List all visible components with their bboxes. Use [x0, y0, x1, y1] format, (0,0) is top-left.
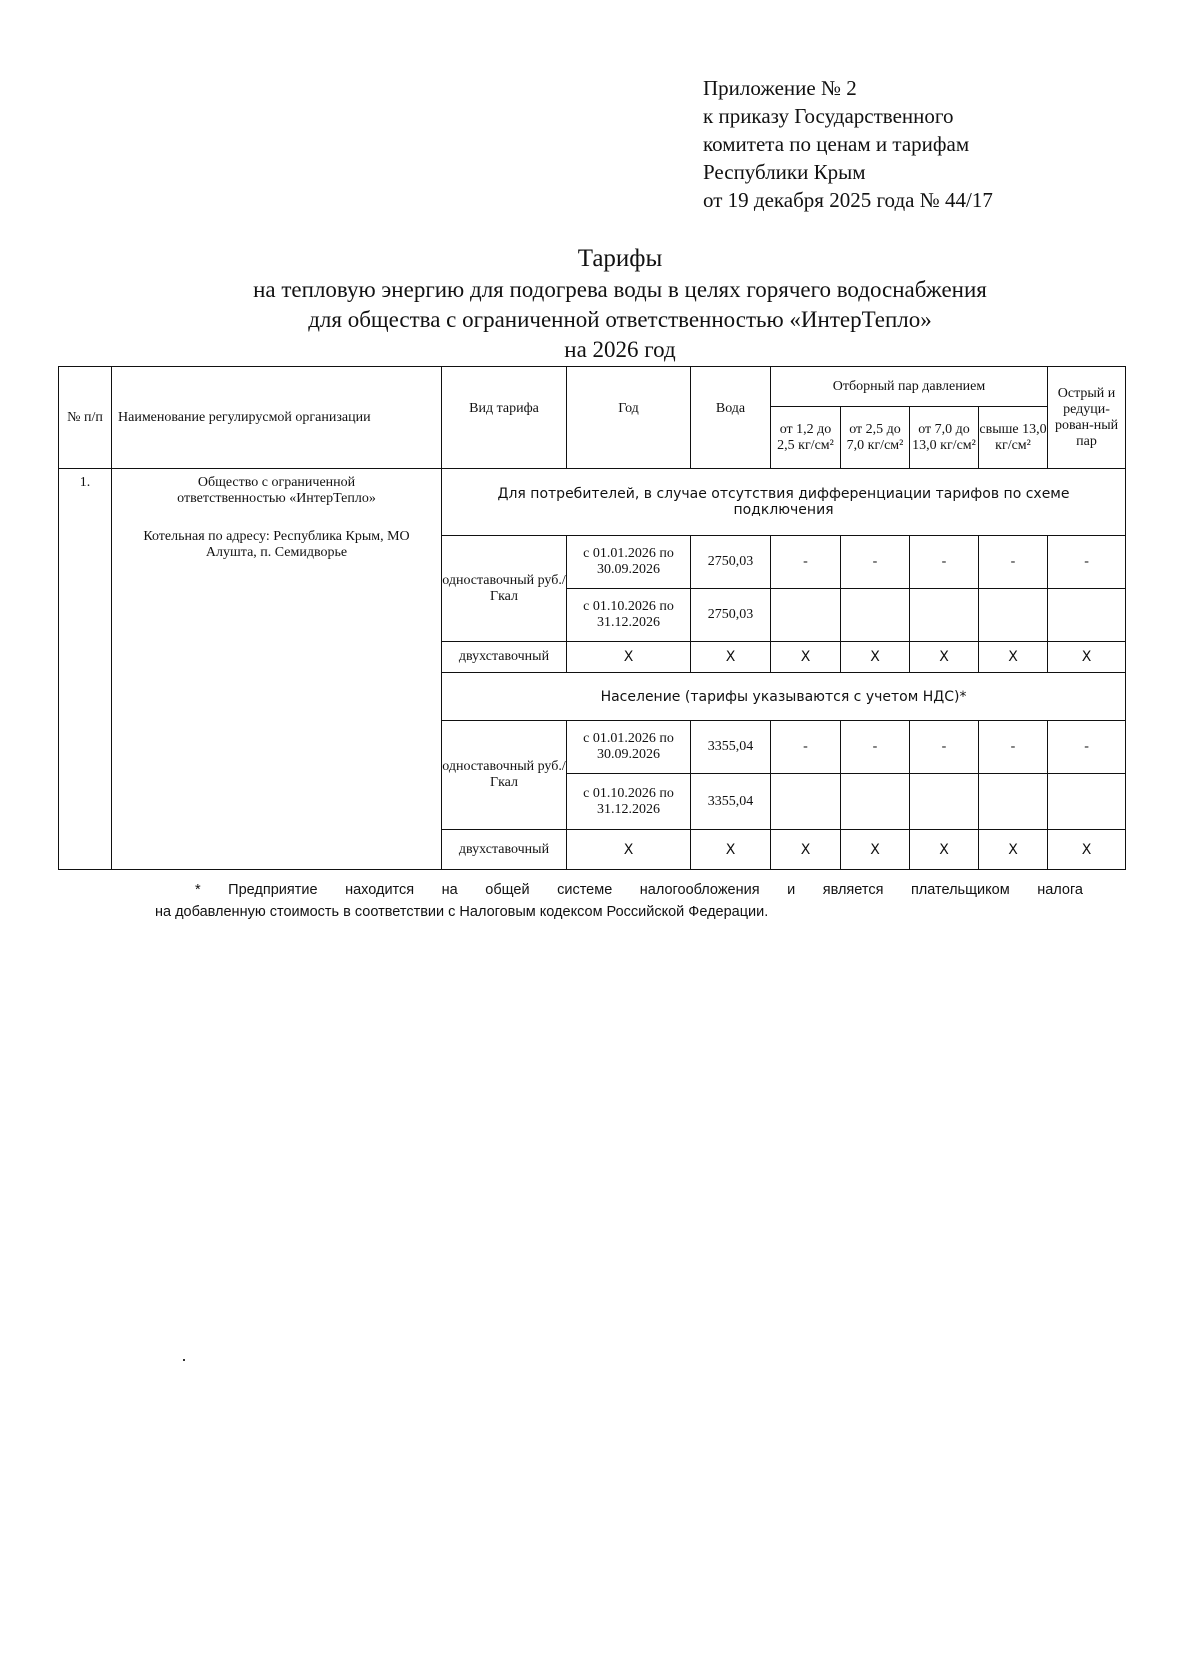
- appendix-reference: [703, 74, 993, 214]
- s2-single-rate: одноставочный руб./Гкал: [442, 721, 567, 830]
- s2-x-2: X: [691, 830, 771, 870]
- appendix-line-2: к приказу Государственного: [703, 104, 954, 128]
- s1-water-1: 2750,03: [691, 536, 771, 589]
- header-organization: Наименование регулирусмой организации: [112, 367, 442, 469]
- document-subtitle-3: на 2026 год: [564, 337, 676, 362]
- row-number: 1.: [59, 469, 112, 870]
- s1-dash-4: -: [979, 536, 1048, 589]
- s2-dash-3: -: [910, 721, 979, 774]
- s1-empty-4: [979, 589, 1048, 642]
- s2-dash-1: -: [771, 721, 841, 774]
- header-steam-group: Отборный пар давлением: [771, 367, 1048, 407]
- s2-dash-2: -: [841, 721, 910, 774]
- s1-dash-2: -: [841, 536, 910, 589]
- organization-name: Общество с ограниченной ответственностью «ИнтерТепло»: [177, 475, 376, 506]
- organization-address: Котельная по адресу: Республика Крым, МО Алушта, п. Семидворье: [143, 529, 410, 560]
- tariff-table: [58, 366, 1126, 870]
- s2-water-1: 3355,04: [691, 721, 771, 774]
- document-subtitle-2: для общества с ограниченной ответственностью «ИнтерТепло»: [308, 307, 932, 332]
- scan-speck: [183, 1359, 185, 1361]
- footnote: [155, 879, 1083, 923]
- section-population-title: Население (тарифы указываются с учетом НДС)*: [442, 673, 1126, 721]
- appendix-line-4: Республики Крым: [703, 160, 866, 184]
- header-number: № п/п: [59, 367, 112, 469]
- header-pressure-2: от 2,5 до 7,0 кг/см²: [841, 407, 910, 469]
- s1-water-2: 2750,03: [691, 589, 771, 642]
- header-tariff-type: Вид тарифа: [442, 367, 567, 469]
- appendix-line-3: комитета по ценам и тарифам: [703, 132, 970, 156]
- s2-x-1: X: [567, 830, 691, 870]
- s2-two-rate: двухставочный: [442, 830, 567, 870]
- header-pressure-1: от 1,2 до 2,5 кг/см²: [771, 407, 841, 469]
- header-pressure-4: свыше 13,0 кг/см²: [979, 407, 1048, 469]
- s1-empty-2: [841, 589, 910, 642]
- s2-dash-5: -: [1048, 721, 1126, 774]
- s1-period-2: с 01.10.2026 по 31.12.2026: [567, 589, 691, 642]
- s2-period-1: с 01.01.2026 по 30.09.2026: [567, 721, 691, 774]
- s1-x-6: X: [979, 642, 1048, 673]
- appendix-line-5: от 19 декабря 2025 года № 44/17: [703, 188, 993, 212]
- section-consumers-title: Для потребителей, в случае отсутствия дифференциации тарифов по схеме подключения: [442, 469, 1126, 536]
- header-pressure-3: от 7,0 до 13,0 кг/см²: [910, 407, 979, 469]
- s1-two-rate: двухставочный: [442, 642, 567, 673]
- footnote-line-2: на добавленную стоимость в соответствии с Налоговым кодексом Российской Федерации.: [155, 904, 769, 920]
- s1-empty-5: [1048, 589, 1126, 642]
- s1-empty-3: [910, 589, 979, 642]
- header-water: Вода: [691, 367, 771, 469]
- header-year: Год: [567, 367, 691, 469]
- s2-x-6: X: [979, 830, 1048, 870]
- footnote-line-1: * Предприятие находится на общей системе налогообложения и является плательщиком налога: [195, 882, 1083, 898]
- s2-empty-2: [841, 774, 910, 830]
- s2-dash-4: -: [979, 721, 1048, 774]
- s1-dash-1: -: [771, 536, 841, 589]
- header-sharp-steam: Острый и редуци-рован-ный пар: [1048, 367, 1126, 469]
- s1-x-3: X: [771, 642, 841, 673]
- organization-cell: [112, 469, 442, 870]
- document-title: Тарифы: [577, 245, 663, 272]
- s2-x-4: X: [841, 830, 910, 870]
- s1-x-1: X: [567, 642, 691, 673]
- s2-empty-5: [1048, 774, 1126, 830]
- s1-x-7: X: [1048, 642, 1126, 673]
- s2-water-2: 3355,04: [691, 774, 771, 830]
- s1-x-4: X: [841, 642, 910, 673]
- s1-single-rate: одноставочный руб./Гкал: [442, 536, 567, 642]
- s1-dash-3: -: [910, 536, 979, 589]
- s1-empty-1: [771, 589, 841, 642]
- s2-x-3: X: [771, 830, 841, 870]
- s2-x-7: X: [1048, 830, 1126, 870]
- s2-empty-4: [979, 774, 1048, 830]
- s2-period-2: с 01.10.2026 по 31.12.2026: [567, 774, 691, 830]
- document-subtitle-1: на тепловую энергию для подогрева воды в целях горячего водоснабжения: [253, 277, 987, 302]
- s1-x-5: X: [910, 642, 979, 673]
- s2-empty-1: [771, 774, 841, 830]
- s1-x-2: X: [691, 642, 771, 673]
- s2-x-5: X: [910, 830, 979, 870]
- s1-period-1: с 01.01.2026 по 30.09.2026: [567, 536, 691, 589]
- s1-dash-5: -: [1048, 536, 1126, 589]
- appendix-line-1: Приложение № 2: [703, 76, 857, 100]
- s2-empty-3: [910, 774, 979, 830]
